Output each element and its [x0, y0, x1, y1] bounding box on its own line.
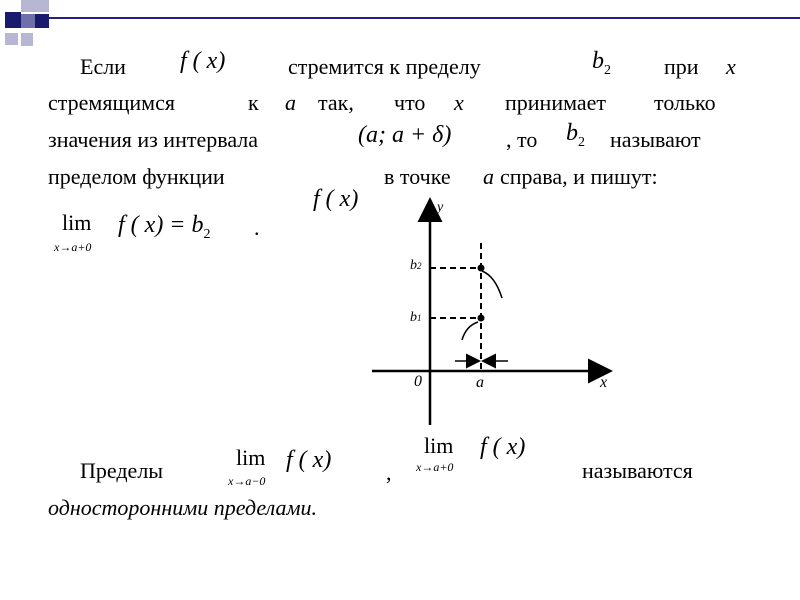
formula-fx-left: f ( x) — [286, 447, 332, 473]
b1-tick-label: b1 — [410, 310, 422, 325]
text-tends: стремится к пределу — [288, 54, 481, 79]
text-comma: , — [386, 460, 392, 485]
formula-fx-2: f ( x) — [313, 186, 359, 212]
formula-b2-2: $b_2$ — [566, 120, 585, 150]
text-one-sided: односторонними пределами. — [48, 495, 318, 520]
var-a: a — [285, 90, 296, 115]
formula-dot: . — [254, 215, 260, 240]
formula-fx-1: f ( x) — [180, 48, 226, 74]
text-called: называют — [610, 127, 701, 152]
lim-word-3: lim — [424, 433, 454, 458]
b2-tick-label: b2 — [410, 258, 422, 273]
lim-word-1: lim — [62, 210, 92, 235]
text-then: , то — [506, 127, 538, 152]
lim-under-1: x→a+0 — [54, 240, 92, 254]
formula-interval: (a; a + δ) — [358, 122, 452, 148]
text-at: при — [664, 54, 699, 79]
curve-right — [482, 271, 502, 298]
x-axis-label: x — [600, 374, 608, 391]
text-called-2: называются — [582, 458, 693, 483]
formula-fx-right: f ( x) — [480, 434, 526, 460]
text-right: справа, и пишут: — [500, 164, 658, 189]
y-axis-label: y — [437, 200, 444, 215]
lim-under-2: x→a−0 — [228, 474, 266, 488]
curve-left — [462, 322, 478, 340]
var-a-2: a — [483, 164, 494, 189]
lim-word-2: lim — [236, 445, 266, 470]
a-tick-label: a — [476, 374, 484, 391]
text-word: так, — [318, 90, 354, 115]
point-b2 — [478, 265, 485, 272]
text-limit-of-function: пределом функции — [48, 164, 225, 189]
formula-b2-1: $b_2$ — [592, 48, 611, 78]
text-if: Если — [80, 54, 126, 79]
text-word: к — [248, 90, 259, 115]
text-values: значения из интервала — [48, 127, 259, 152]
text-word: стремящимся — [48, 90, 175, 115]
var-x-1: x — [726, 54, 736, 79]
var-x-2: x — [454, 90, 464, 115]
text-limits: Пределы — [80, 458, 164, 483]
text-word: принимает — [505, 90, 607, 115]
text-word: только — [654, 90, 716, 115]
point-b1 — [478, 315, 485, 322]
formula-limit-right: f ( $x) = b_2$ — [118, 212, 211, 242]
text-at-point: в точке — [384, 164, 451, 189]
text-word: что — [394, 90, 426, 115]
lim-under-3: x→a+0 — [416, 460, 454, 474]
origin-label: 0 — [414, 373, 422, 390]
